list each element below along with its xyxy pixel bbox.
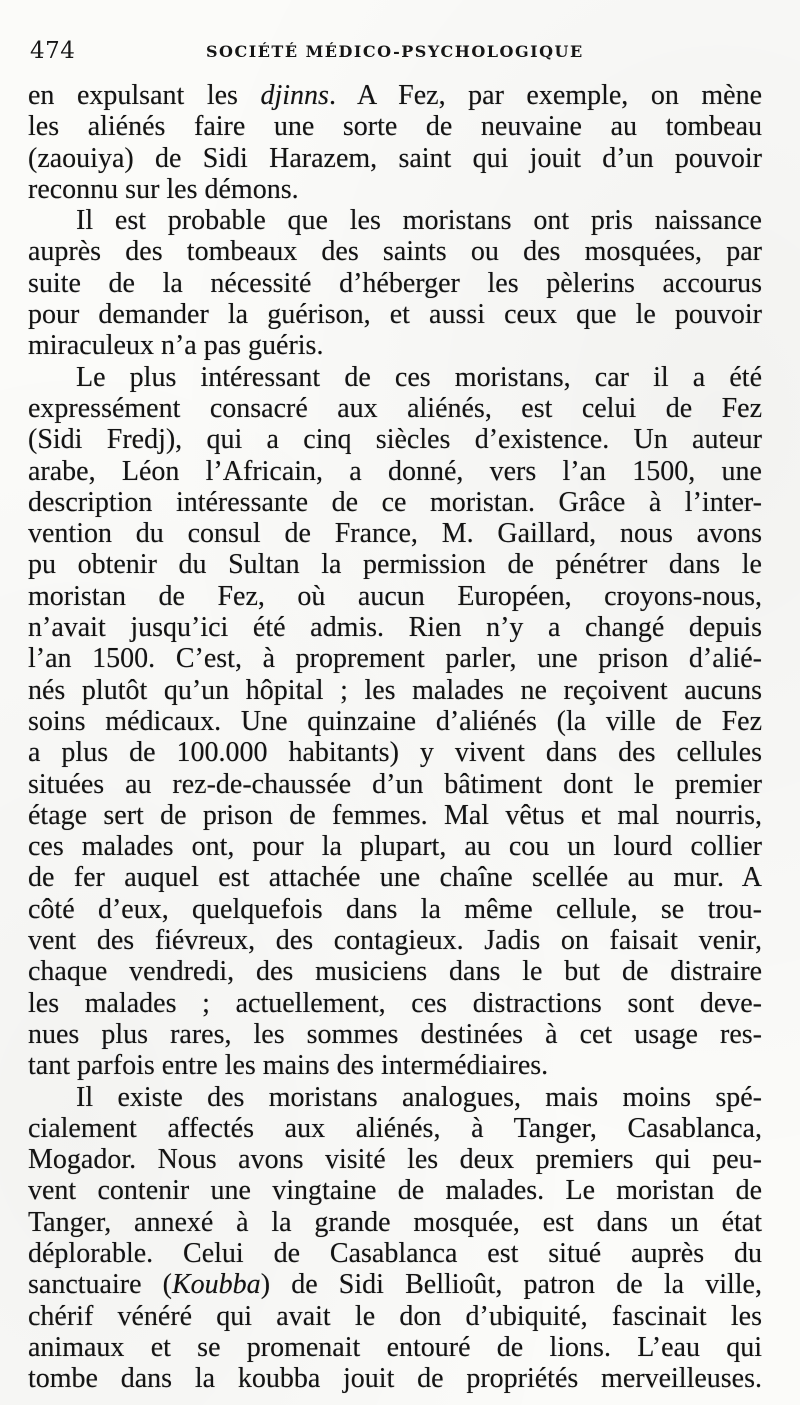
text-line: pour demander la guérison, et aussi ceux que le pouvoir <box>28 299 762 331</box>
text-line: pu obtenir du Sultan la permission de pénétrer dans le <box>28 549 762 581</box>
page-header <box>30 36 780 66</box>
page-number: 474 <box>30 38 76 64</box>
text-line: vention du consul de France, M. Gaillard, nous avons <box>28 518 762 550</box>
text-line: auprès des tombeaux des saints ou des mosquées, par <box>28 236 762 268</box>
text-line: les malades ; actuellement, ces distractions sont deve- <box>28 987 762 1019</box>
text-line: miraculeux n’a pas guéris. <box>28 330 324 362</box>
text-line: (Sidi Fredj), qui a cinq siècles d’existence. Un auteur <box>28 424 762 456</box>
text-line: nés plutôt qu’un hôpital ; les malades ne reçoivent aucuns <box>28 674 762 706</box>
text-line: chérif vénéré qui avait le don d’ubiquité, fascinait les <box>28 1300 762 1332</box>
text-line: côté d’eux, quelquefois dans la même cellule, se trou- <box>28 893 762 925</box>
text-line: cialement affectés aux aliénés, à Tanger, Casablanca, <box>28 1112 762 1144</box>
body-text <box>28 80 762 1394</box>
text-line: ces malades ont, pour la plupart, au cou un lourd collier <box>28 831 762 863</box>
running-head: SOCIÉTÉ MÉDICO-PSYCHOLOGIQUE <box>206 42 584 61</box>
text-line: chaque vendredi, des musiciens dans le but de distraire <box>28 956 762 988</box>
text-line: a plus de 100.000 habitants) y vivent dans des cellules <box>28 737 762 769</box>
text-line: en expulsant les djinns. A Fez, par exemple, on mène <box>28 80 763 111</box>
text-line: sanctuaire (Koubba) de Sidi Bellioût, patron de la ville, <box>28 1269 762 1301</box>
text-line: expressément consacré aux aliénés, est celui de Fez <box>28 392 762 424</box>
text-line: Il existe des moristans analogues, mais moins spé- <box>76 1081 762 1113</box>
text-line: tombe dans la koubba jouit de propriétés merveilleuses. <box>28 1363 762 1395</box>
text-line: vent des fiévreux, des contagieux. Jadis on faisait venir, <box>28 925 762 957</box>
text-line: vent contenir une vingtaine de malades. Le moristan de <box>28 1175 762 1207</box>
text-line: n’avait jusqu’ici été admis. Rien n’y a changé depuis <box>28 612 762 644</box>
text-line: l’an 1500. C’est, à proprement parler, une prison d’alié- <box>28 643 762 675</box>
text-line: nues plus rares, les sommes destinées à cet usage res- <box>28 1018 762 1050</box>
text-line: soins médicaux. Une quinzaine d’aliénés (la ville de Fez <box>28 705 762 737</box>
text-line: arabe, Léon l’Africain, a donné, vers l’an 1500, une <box>28 455 762 487</box>
text-line: Tanger, annexé à la grande mosquée, est dans un état <box>28 1206 762 1238</box>
text-line: Le plus intéressant de ces moristans, car il a été <box>76 361 762 393</box>
text-line: déplorable. Celui de Casablanca est situé auprès du <box>28 1237 762 1269</box>
text-line: étage sert de prison de femmes. Mal vêtus et mal nourris, <box>28 799 762 831</box>
text-line: les aliénés faire une sorte de neuvaine au tombeau <box>28 111 762 143</box>
text-line: (zaouiya) de Sidi Harazem, saint qui jouit d’un pouvoir <box>28 142 762 174</box>
text-line: Il est probable que les moristans ont pris naissance <box>76 205 762 237</box>
text-line: Mogador. Nous avons visité les deux premiers qui peu- <box>28 1144 762 1176</box>
text-line: suite de la nécessité d’héberger les pèlerins accourus <box>28 267 762 299</box>
text-line: description intéressante de ce moristan. Grâce à l’inter- <box>28 486 762 518</box>
text-line: situées au rez-de-chaussée d’un bâtiment dont le premier <box>28 768 762 800</box>
text-line: moristan de Fez, où aucun Européen, croyons-nous, <box>28 580 762 612</box>
text-line: de fer auquel est attachée une chaîne scellée au mur. A <box>28 862 762 894</box>
text-line: animaux et se promenait entouré de lions. L’eau qui <box>28 1331 762 1363</box>
text-line: reconnu sur les démons. <box>28 173 299 205</box>
text-line: tant parfois entre les mains des intermédiaires. <box>28 1050 549 1082</box>
